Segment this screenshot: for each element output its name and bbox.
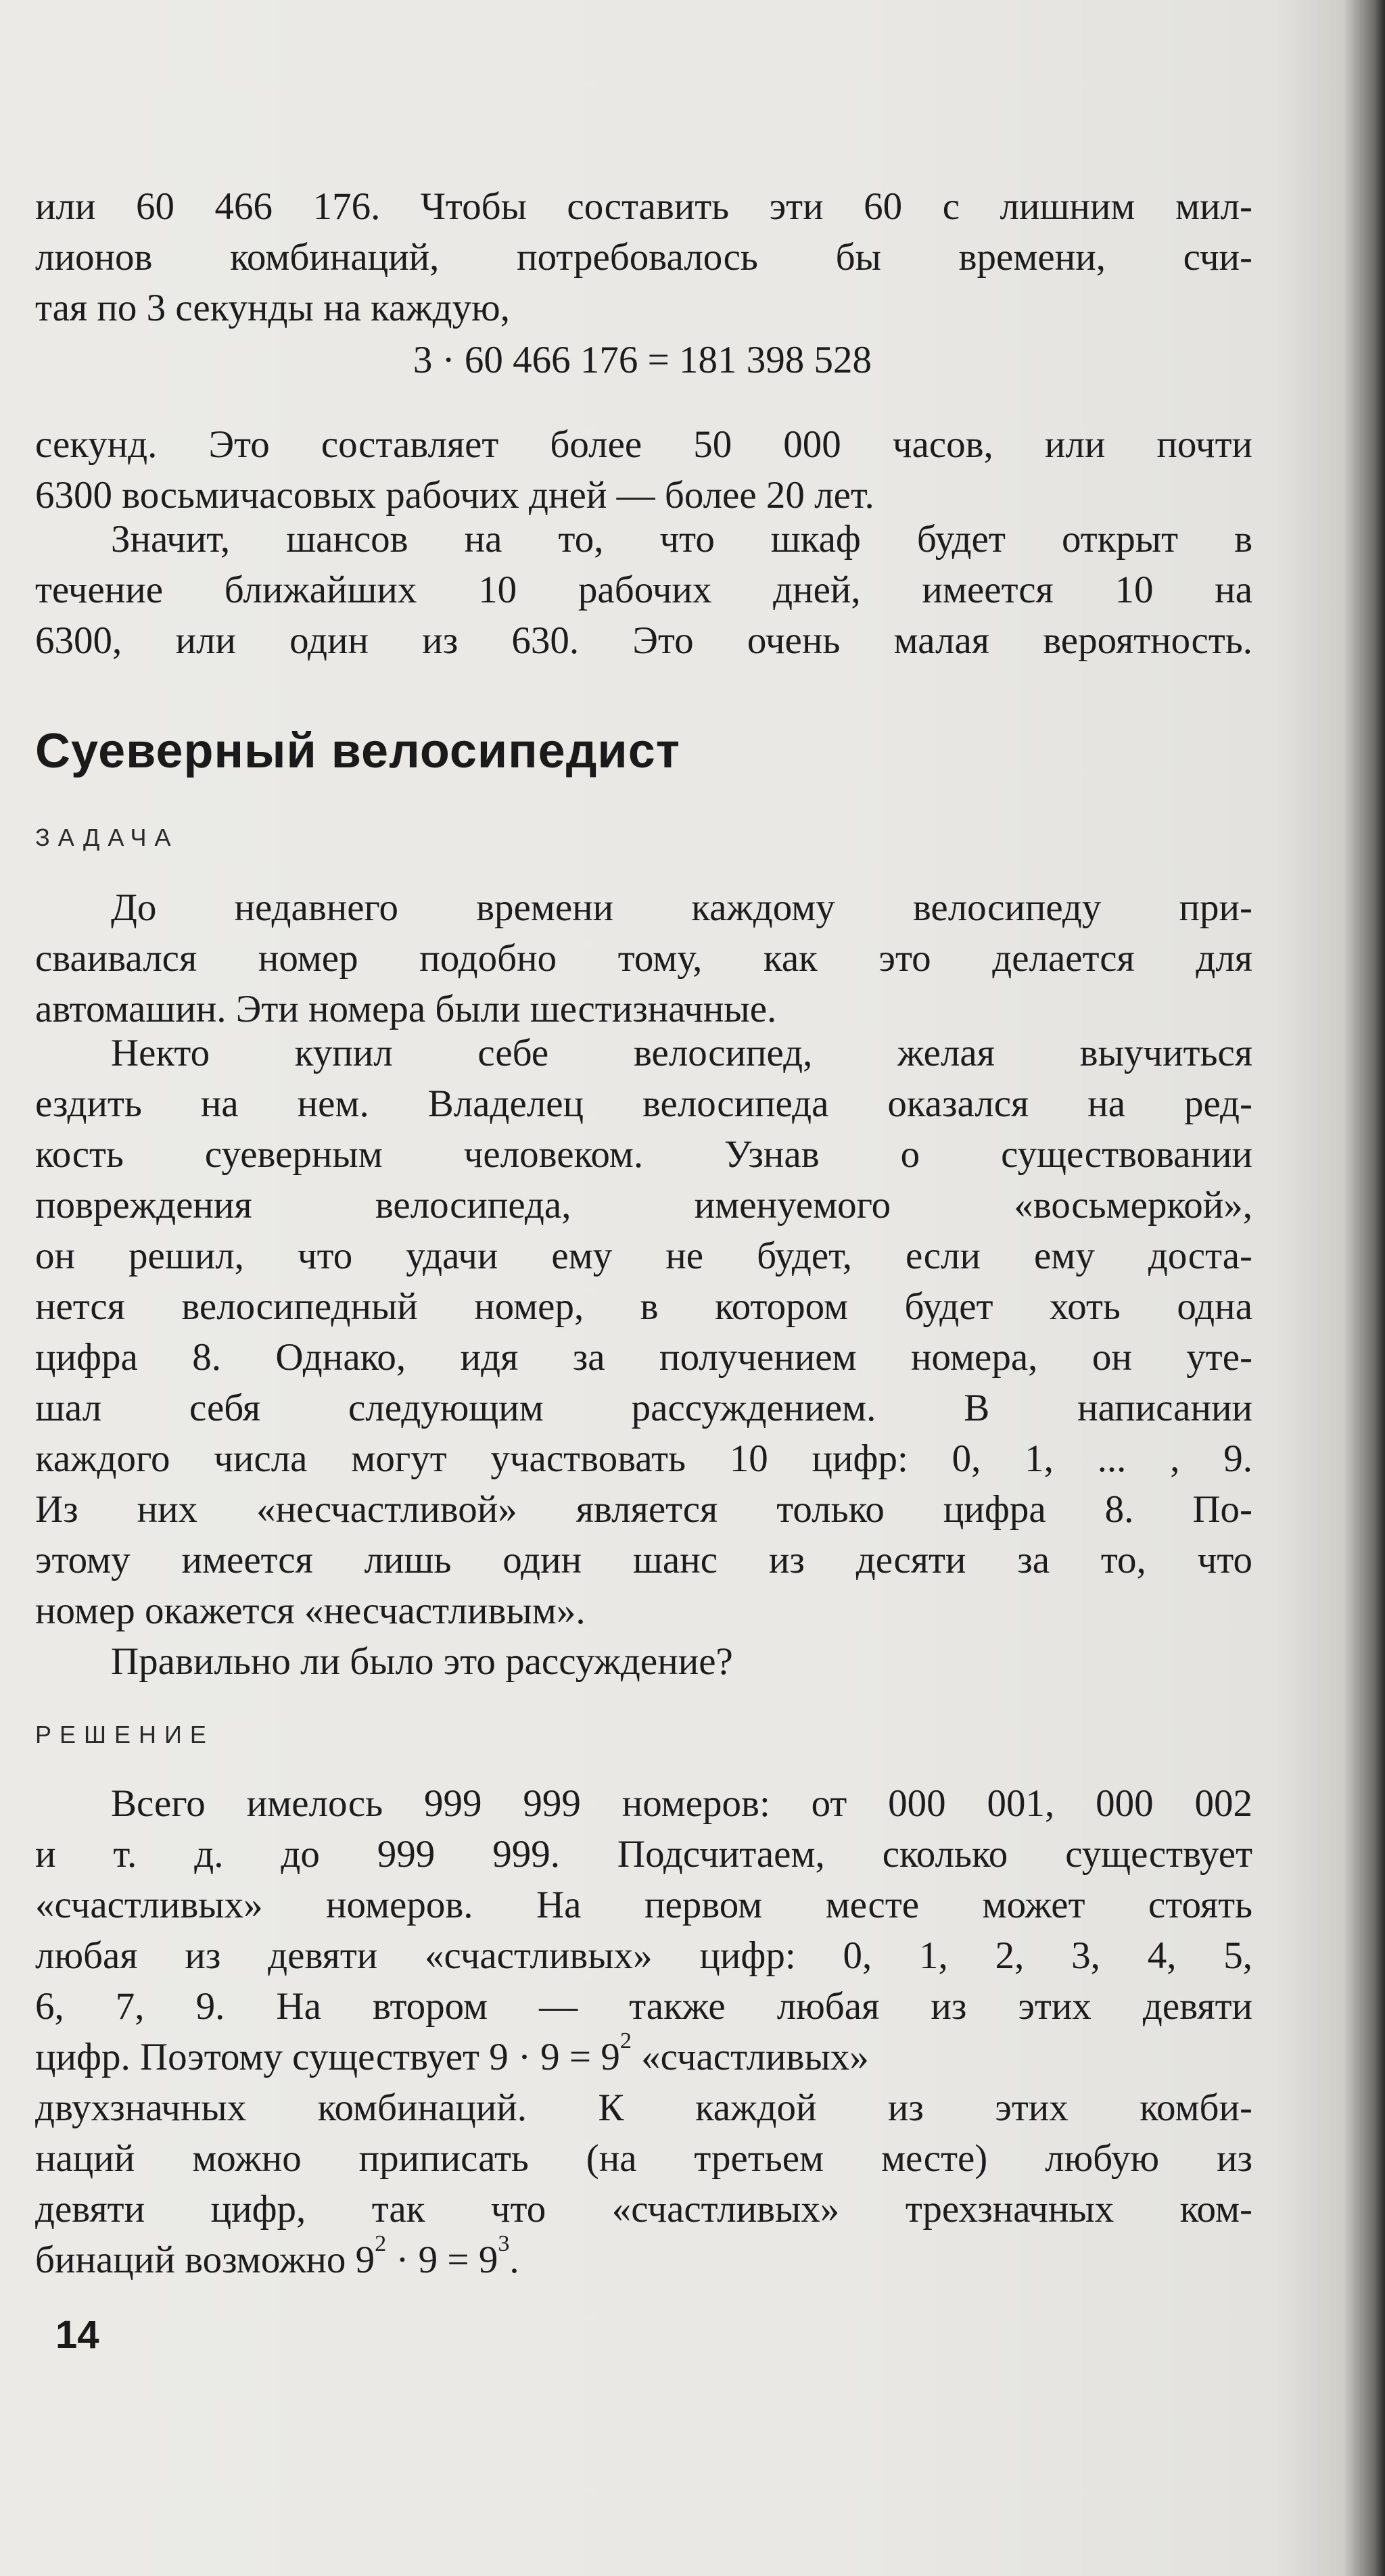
text-line: До недавнего времени каждому велосипеду при-: [111, 886, 1252, 929]
superscript: 3: [498, 2231, 510, 2256]
text-line: «счастливых» номеров. На первом месте может стоять: [35, 1884, 1252, 1926]
text-fragment: · 9 = 9: [386, 2239, 498, 2281]
text-line: автомашин. Эти номера были шестизначные.: [35, 988, 777, 1030]
text-line: Некто купил себе велосипед, желая выучиться: [111, 1032, 1252, 1074]
superscript: 2: [375, 2231, 387, 2256]
text-line: секунд. Это составляет более 50 000 часов, или почти: [35, 423, 1252, 466]
text-line: и т. д. до 999 999. Подсчитаем, сколько существует: [35, 1833, 1252, 1876]
solution-paragraph: [35, 1778, 1252, 2285]
text-line: номер окажется «несчастливым».: [35, 1590, 586, 1632]
task-label: ЗАДАЧА: [35, 824, 179, 851]
text-line: цифра 8. Однако, идя за получением номера, он уте-: [35, 1336, 1252, 1379]
task-question: [35, 1636, 1252, 1687]
text-line: двухзначных комбинаций. К каждой из этих комби-: [35, 2086, 1252, 2129]
text-line: Правильно ли было это рассуждение?: [111, 1640, 733, 1683]
text-line: каждого числа могут участвовать 10 цифр: 0, 1, ... , 9.: [35, 1437, 1252, 1480]
text-line: девяти цифр, так что «счастливых» трехзначных ком-: [35, 2188, 1252, 2231]
text-line: или 60 466 176. Чтобы составить эти 60 с лишним мил-: [35, 185, 1252, 228]
page-number: 14: [55, 2313, 99, 2357]
task-paragraph-2: [35, 1028, 1252, 1636]
text-line: любая из девяти «счастливых» цифр: 0, 1, 2, 3, 4, 5,: [35, 1934, 1252, 1977]
text-line: кость суеверным человеком. Узнав о существовании: [35, 1133, 1252, 1176]
task-paragraph-1: [35, 882, 1252, 1034]
text-line: [35, 2231, 1252, 2285]
paragraph-result: [35, 419, 1252, 521]
paragraph-continuation: [35, 181, 1252, 333]
text-line: 6, 7, 9. На втором — также любая из этих девяти: [35, 1985, 1252, 2028]
text-line: 6300 восьмичасовых рабочих дней — более 20 лет.: [35, 474, 874, 517]
superscript: 2: [619, 2028, 632, 2053]
text-line: лионов комбинаций, потребовалось бы времени, счи-: [35, 236, 1252, 279]
text-fragment: «счастливых»: [631, 2036, 869, 2078]
text-line: ездить на нем. Владелец велосипеда оказался на ред-: [35, 1082, 1252, 1125]
text-line: Значит, шансов на то, что шкаф будет открыт в: [111, 518, 1252, 560]
text-line: Всего имелось 999 999 номеров: от 000 001, 000 002: [111, 1782, 1252, 1825]
solution-label: РЕШЕНИЕ: [35, 1721, 214, 1748]
section-title: Суеверный велосипедист: [35, 724, 680, 778]
text-line: наций можно приписать (на третьем месте) любую из: [35, 2137, 1252, 2180]
text-line: нется велосипедный номер, в котором будет хоть одна: [35, 1285, 1252, 1328]
text-fragment: бинаций возможно 9: [35, 2239, 375, 2281]
text-line: течение ближайших 10 рабочих дней, имеется 10 на: [35, 569, 1252, 611]
text-line: он решил, что удачи ему не будет, если ему доста-: [35, 1235, 1252, 1277]
text-line: шал себя следующим рассуждением. В написании: [35, 1387, 1252, 1429]
paragraph-conclusion: [35, 514, 1252, 666]
text-line: 6300, или один из 630. Это очень малая вероятность.: [35, 619, 1252, 662]
text-line: сваивался номер подобно тому, как это делается для: [35, 937, 1252, 980]
text-fragment: цифр. Поэтому существует 9 · 9 = 9: [35, 2036, 620, 2078]
text-line: повреждения велосипеда, именуемого «восьмеркой»,: [35, 1184, 1252, 1226]
text-line: этому имеется лишь один шанс из десяти за то, что: [35, 1539, 1252, 1581]
formula: 3 · 60 466 176 = 181 398 528: [413, 339, 872, 381]
text-fragment: .: [509, 2239, 519, 2281]
text-line: [35, 2028, 1252, 2082]
text-line: тая по 3 секунды на каждую,: [35, 287, 511, 329]
text-line: Из них «несчастливой» является только цифра 8. По-: [35, 1488, 1252, 1531]
